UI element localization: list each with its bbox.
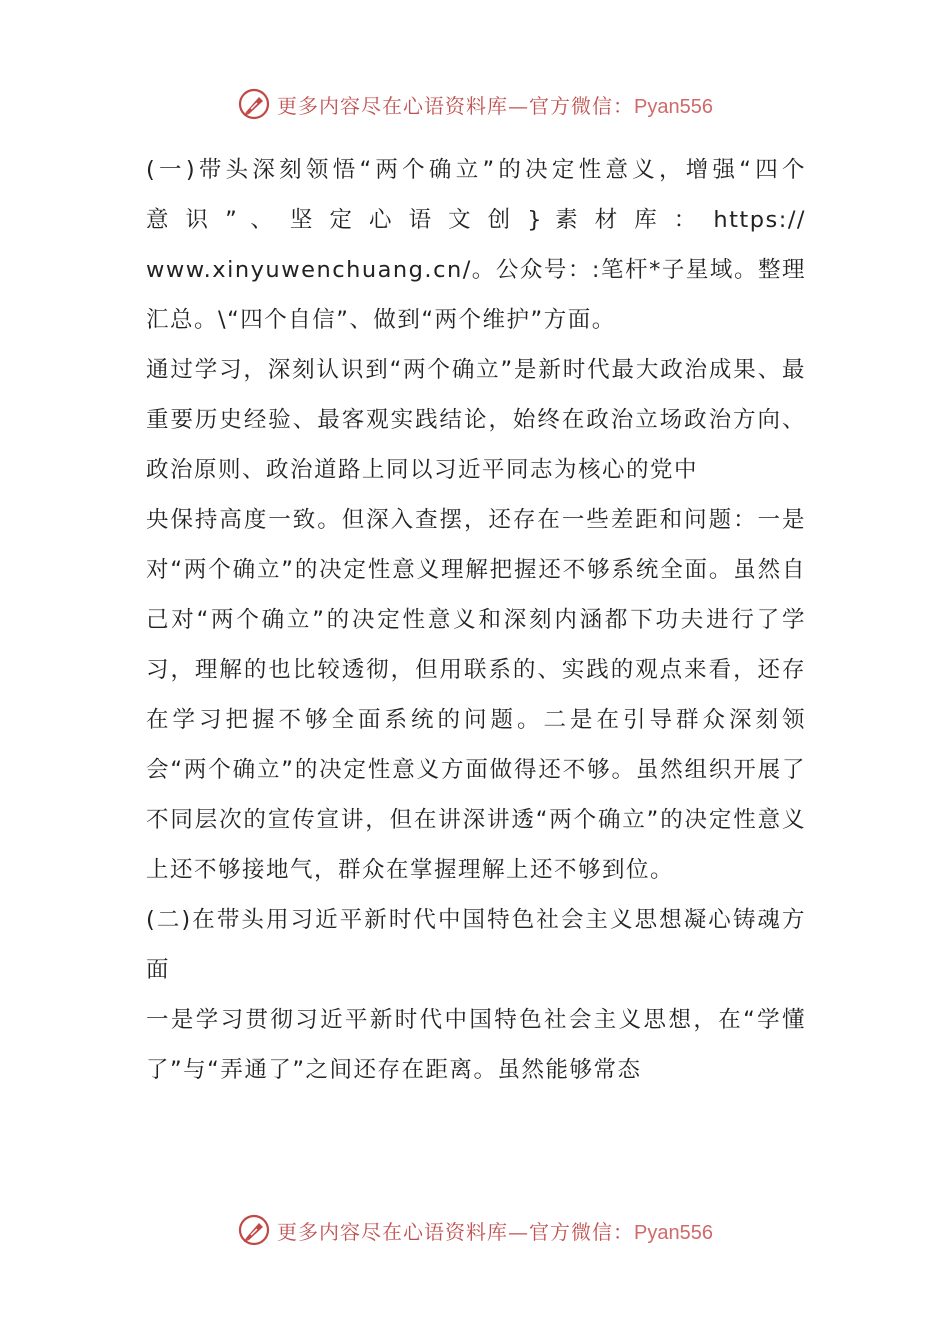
header-banner <box>0 84 950 124</box>
paragraph: 央保持高度一致。但深入查摆，还存在一些差距和问题：一是对“两个确立”的决定性意义理解把握还不够系统全面。虽然自己对“两个确立”的决定性意义和深刻内涵都下功夫进行了学习，理解的也比较透彻，但用联系的、实践的观点来看，还存在学习把握不够全面系统的问题。二是在引导群众深刻领会“两个确立”的决定性意义方面做得还不够。虽然组织开展了不同层次的宣传宣讲，但在讲深讲透“两个确立”的决定性意义上还不够接地气，群众在掌握理解上还不够到位。 <box>146 507 806 883</box>
pen-nib-logo-icon <box>237 1213 271 1247</box>
banner-text: 更多内容尽在心语资料库—官方微信：Pyan556 <box>277 1219 713 1244</box>
paragraph: www.xinyuwenchuang.cn/。公众号：:笔杆*子星域。整理汇总。\“四个自信”、做到“两个维护”方面。 <box>146 257 806 333</box>
wechat-id: Pyan556 <box>634 95 713 118</box>
section-heading-1: (一)带头深刻领悟“两个确立”的决定性意义，增强“四个 <box>146 157 806 183</box>
section-heading-2: (二)在带头用习近平新时代中国特色社会主义思想凝心铸魂方面 <box>146 907 806 983</box>
wechat-id: Pyan556 <box>634 1221 713 1244</box>
paragraph: 通过学习，深刻认识到“两个确立”是新时代最大政治成果、最重要历史经验、最客观实践结论，始终在政治立场政治方向、政治原则、政治道路上同以习近平同志为核心的党中 <box>146 357 806 483</box>
pen-nib-logo-icon <box>237 87 271 121</box>
banner-text: 更多内容尽在心语资料库—官方微信：Pyan556 <box>277 93 713 118</box>
paragraph-line: 意 识 ” 、 坚 定 心 语 文 创 } 素 材 库 ： https:// <box>146 207 806 233</box>
document-body <box>146 145 806 1095</box>
paragraph: 一是学习贯彻习近平新时代中国特色社会主义思想，在“学懂了”与“弄通了”之间还存在距离。虽然能够常态 <box>146 1007 806 1083</box>
footer-banner <box>0 1210 950 1250</box>
